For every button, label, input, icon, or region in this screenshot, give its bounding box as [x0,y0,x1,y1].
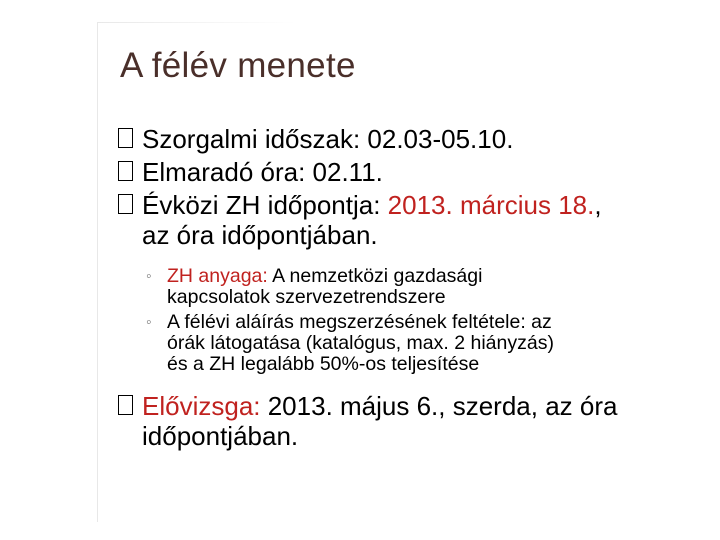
slide-title: A félév menete [120,46,356,85]
square-bullet-icon [118,395,133,415]
bullet-text: Szorgalmi időszak: 02.03-05.10. [142,124,514,154]
bullet-label: Elővizsga: [142,391,261,421]
bullet-text: időpontjában. [142,421,299,451]
bullet-item [118,391,698,451]
bullet-list [118,124,698,451]
bullet-item [118,157,698,187]
square-bullet-icon [118,128,133,148]
sub-bullet-item [146,312,698,375]
bullet-item [118,124,698,154]
circle-bullet-icon: ◦ [146,314,152,331]
decorative-top-line [97,22,297,23]
sub-bullet-text: A nemzetközi gazdasági [267,265,483,287]
bullet-text: Elmaradó óra: 02.11. [142,157,383,187]
square-bullet-icon [118,161,133,181]
sub-bullet-text: és a ZH legalább 50%-os teljesítése [167,353,480,375]
bullet-item [118,190,698,250]
exam-date: 2013. március 18. [387,190,595,220]
bullet-text: 2013. május 6., szerda, az óra [260,391,618,421]
square-bullet-icon [118,194,133,214]
decorative-vertical-line [97,22,98,522]
circle-bullet-icon: ◦ [146,268,152,285]
bullet-text: az óra időpontjában. [142,220,378,250]
sub-bullet-text: A félévi aláírás megszerzésének feltétele: az [167,311,552,333]
bullet-text: , [594,190,602,220]
sub-bullet-list [146,266,698,375]
sub-bullet-text: kapcsolatok szervezetrendszere [167,286,446,308]
sub-bullet-text: órák látogatása (katalógus, max. 2 hiányzás) [167,332,554,354]
sub-bullet-item [146,266,698,308]
sub-bullet-label: ZH anyaga: [167,265,268,287]
bullet-text: Évközi ZH időpontja: [142,190,388,220]
